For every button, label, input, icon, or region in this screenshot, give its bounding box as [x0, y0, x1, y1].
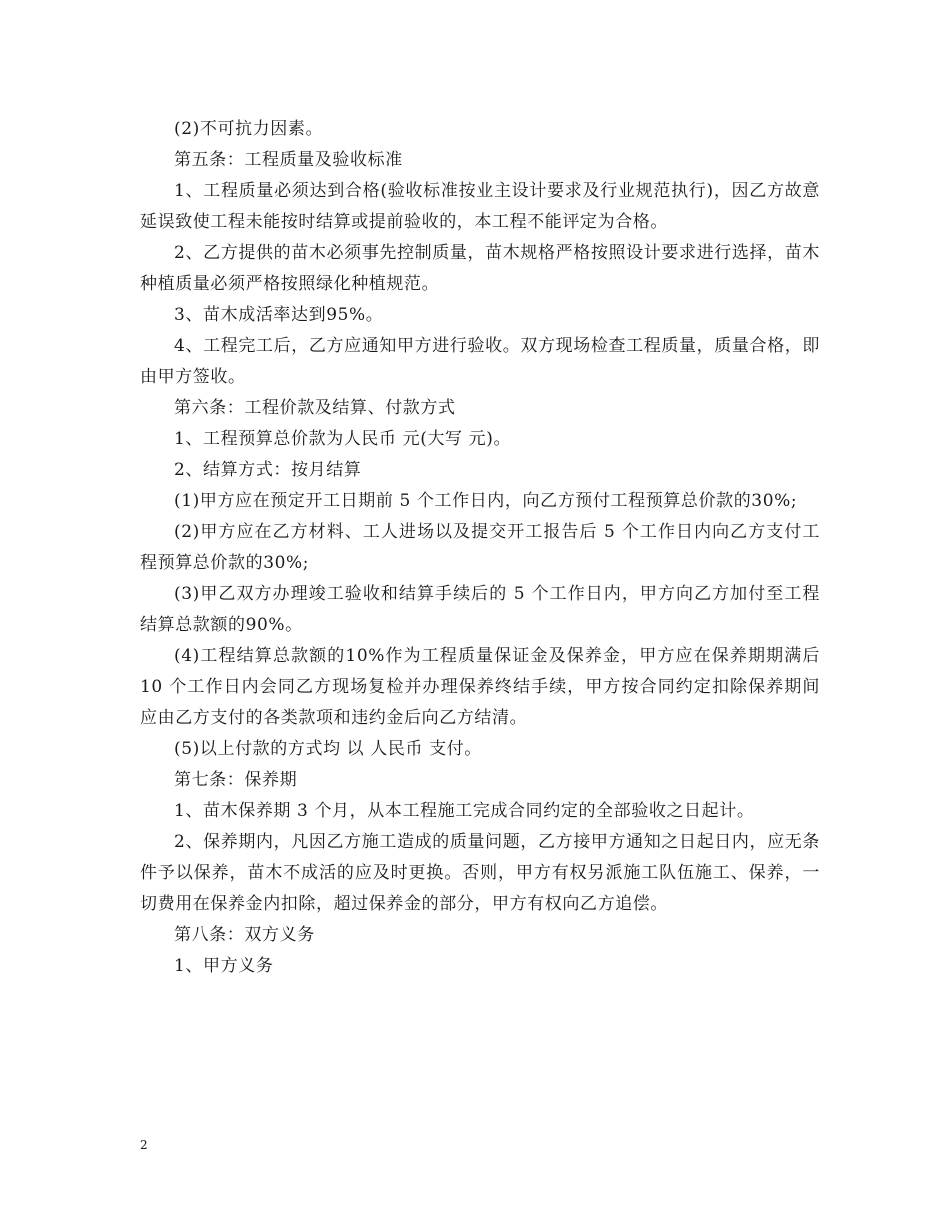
- paragraph-quality-1: 1、工程质量必须达到合格(验收标准按业主设计要求及行业规范执行)，因乙方故意延误致使工程未能按时结算或提前验收的，本工程不能评定为合格。: [140, 181, 820, 232]
- paragraph-party-a-duties: 1、甲方义务: [174, 956, 274, 976]
- paragraph-force-majeure: (2)不可抗力因素。: [174, 119, 324, 139]
- paragraph-maintenance-1: 1、苗木保养期 3 个月，从本工程施工完成合同约定的全部验收之日起计。: [174, 801, 755, 821]
- page-number: 2: [140, 1138, 148, 1152]
- paragraph-payment-4: (4)工程结算总款额的10%作为工程质量保证金及保养金，甲方应在保养期期满后 10 个工作日内会同乙方现场复检并办理保养终结手续，甲方按合同约定扣除保养期间应由乙方支付的各类款项和违约金后向乙方结清。: [140, 646, 820, 728]
- paragraph-price-1: 1、工程预算总价款为人民币 元(大写 元)。: [174, 429, 512, 449]
- paragraph-payment-1: (1)甲方应在预定开工日期前 5 个工作日内，向乙方预付工程预算总价款的30%;: [174, 491, 798, 511]
- heading-article-5: 第五条：工程质量及验收标准: [174, 150, 403, 170]
- heading-article-8: 第八条：双方义务: [174, 925, 315, 945]
- paragraph-quality-3: 3、苗木成活率达到95%。: [174, 305, 384, 325]
- paragraph-payment-5: (5)以上付款的方式均 以 人民币 支付。: [174, 739, 482, 759]
- paragraph-payment-2: (2)甲方应在乙方材料、工人进场以及提交开工报告后 5 个工作日内向乙方支付工程预算总价款的30%;: [140, 522, 820, 573]
- heading-article-6: 第六条：工程价款及结算、付款方式: [174, 398, 456, 418]
- heading-article-7: 第七条：保养期: [174, 770, 298, 790]
- paragraph-price-2: 2、结算方式：按月结算: [174, 460, 362, 480]
- paragraph-quality-4: 4、工程完工后，乙方应通知甲方进行验收。双方现场检查工程质量，质量合格，即由甲方签收。: [140, 336, 820, 387]
- paragraph-quality-2: 2、乙方提供的苗木必须事先控制质量，苗木规格严格按照设计要求进行选择，苗木种植质量必须严格按照绿化种植规范。: [140, 243, 820, 294]
- document-body: [140, 114, 820, 982]
- paragraph-payment-3: (3)甲乙双方办理竣工验收和结算手续后的 5 个工作日内，甲方向乙方加付至工程结算总款额的90%。: [140, 584, 820, 635]
- paragraph-maintenance-2: 2、保养期内，凡因乙方施工造成的质量问题，乙方接甲方通知之日起日内，应无条件予以保养，苗木不成活的应及时更换。否则，甲方有权另派施工队伍施工、保养，一切费用在保养金内扣除，超过保养金的部分，甲方有权向乙方追偿。: [140, 832, 820, 914]
